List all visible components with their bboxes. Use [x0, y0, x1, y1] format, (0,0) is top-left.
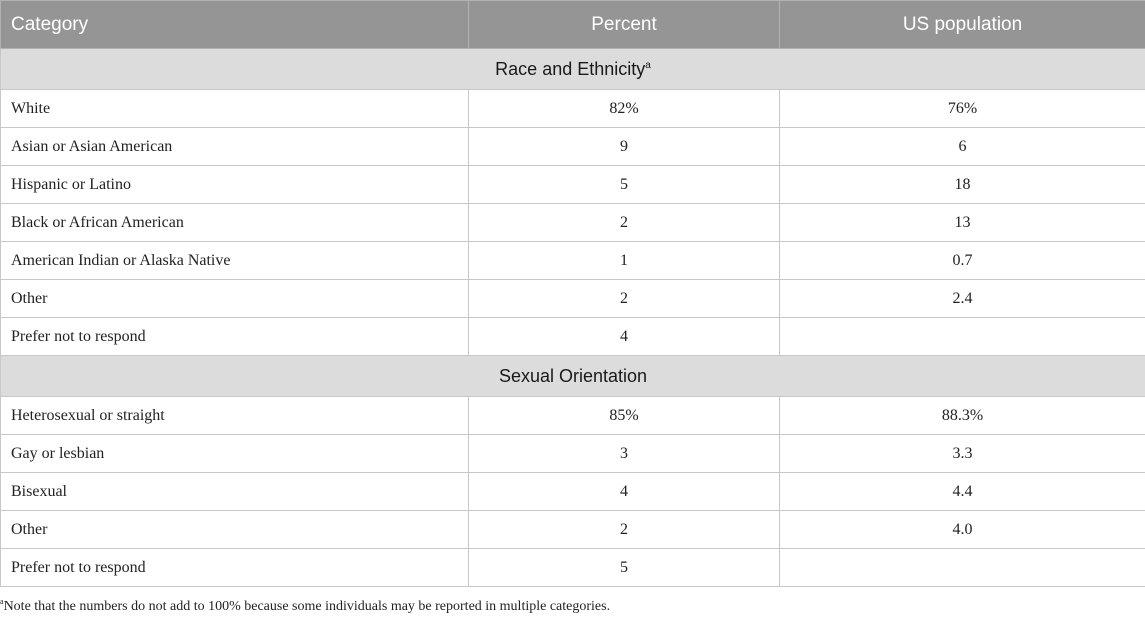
table-row [1, 166, 1145, 204]
cell-percent: 9 [469, 128, 780, 166]
cell-category: Other [1, 280, 469, 318]
table-row [1, 511, 1145, 549]
cell-category: Other [1, 511, 469, 549]
cell-category: Black or African American [1, 204, 469, 242]
table-row [1, 90, 1145, 128]
cell-us-population: 3.3 [780, 435, 1145, 473]
table-row [1, 397, 1145, 435]
table-row [1, 204, 1145, 242]
table-row [1, 435, 1145, 473]
table-row [1, 280, 1145, 318]
table-row [1, 128, 1145, 166]
table-row [1, 318, 1145, 356]
cell-us-population [780, 318, 1145, 356]
cell-percent: 3 [469, 435, 780, 473]
cell-percent: 82% [469, 90, 780, 128]
cell-category: White [1, 90, 469, 128]
cell-us-population: 13 [780, 204, 1145, 242]
cell-category: Gay or lesbian [1, 435, 469, 473]
cell-percent: 5 [469, 549, 780, 587]
section-header-row [1, 356, 1145, 397]
header-percent: Percent [469, 1, 780, 49]
footnote-text: Note that the numbers do not add to 100% because some individuals may be reported in multiple categories. [3, 599, 611, 614]
cell-category: Heterosexual or straight [1, 397, 469, 435]
cell-percent: 1 [469, 242, 780, 280]
cell-percent: 5 [469, 166, 780, 204]
table-row [1, 242, 1145, 280]
section-title-cell [1, 49, 1145, 90]
cell-us-population: 76% [780, 90, 1145, 128]
table-row [1, 473, 1145, 511]
table-body [1, 49, 1145, 587]
cell-percent: 4 [469, 473, 780, 511]
cell-us-population: 6 [780, 128, 1145, 166]
cell-percent: 2 [469, 204, 780, 242]
cell-percent: 4 [469, 318, 780, 356]
cell-category: Prefer not to respond [1, 318, 469, 356]
cell-us-population: 4.0 [780, 511, 1145, 549]
header-row [1, 1, 1145, 49]
cell-percent: 85% [469, 397, 780, 435]
cell-us-population [780, 549, 1145, 587]
cell-us-population: 2.4 [780, 280, 1145, 318]
cell-percent: 2 [469, 280, 780, 318]
cell-us-population: 0.7 [780, 242, 1145, 280]
section-header-row [1, 49, 1145, 90]
cell-us-population: 4.4 [780, 473, 1145, 511]
footnote-marker: a [0, 597, 4, 606]
cell-category: Asian or Asian American [1, 128, 469, 166]
footnote [0, 597, 610, 615]
cell-category: Prefer not to respond [1, 549, 469, 587]
section-title-note: a [645, 59, 651, 71]
header-category: Category [1, 1, 469, 49]
cell-percent: 2 [469, 511, 780, 549]
cell-us-population: 18 [780, 166, 1145, 204]
section-title: Race and Ethnicity [495, 58, 646, 79]
cell-us-population: 88.3% [780, 397, 1145, 435]
cell-category: American Indian or Alaska Native [1, 242, 469, 280]
section-title: Sexual Orientation [498, 365, 648, 386]
cell-category: Hispanic or Latino [1, 166, 469, 204]
cell-category: Bisexual [1, 473, 469, 511]
section-title-cell [1, 356, 1145, 397]
table-row [1, 549, 1145, 587]
header-us-population: US population [780, 1, 1145, 49]
